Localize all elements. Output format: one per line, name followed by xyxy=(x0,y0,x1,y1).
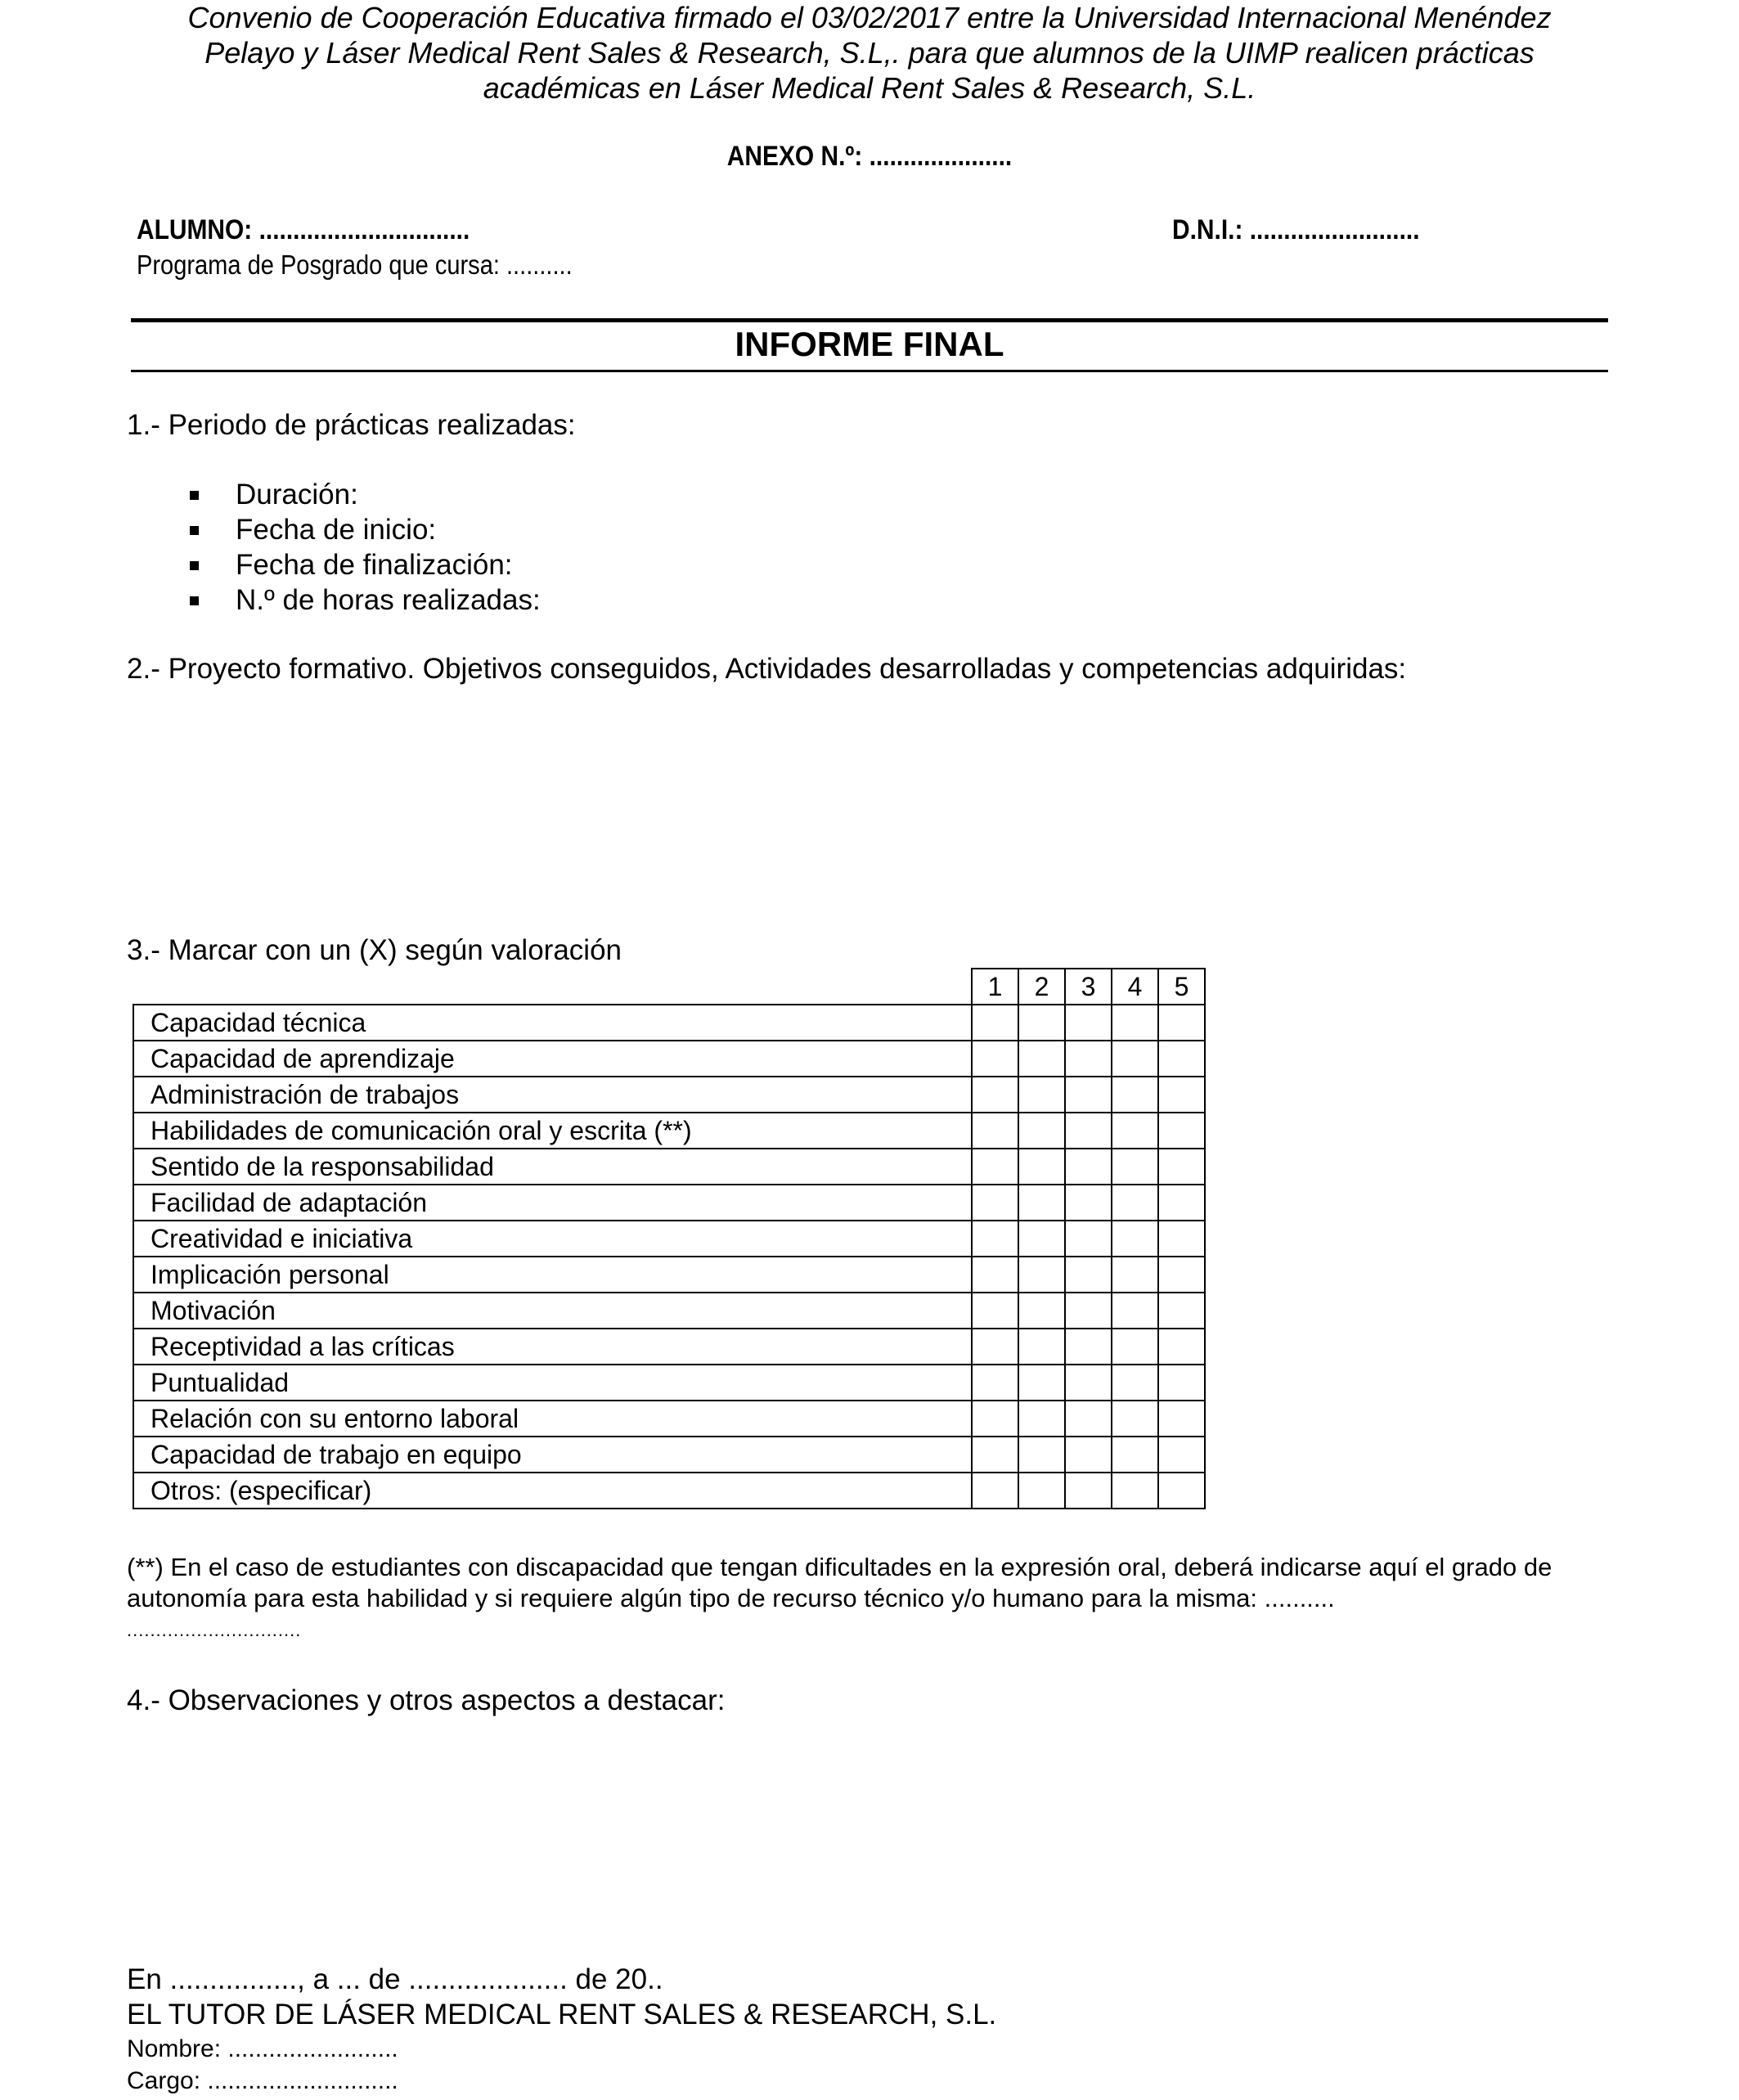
rating-cell-4[interactable] xyxy=(1112,1257,1158,1293)
rating-cell-1[interactable] xyxy=(972,1221,1018,1257)
table-row xyxy=(133,1401,1205,1437)
criterion-label: Facilidad de adaptación xyxy=(133,1185,972,1221)
rating-cell-3[interactable] xyxy=(1065,1401,1112,1437)
rating-cell-4[interactable] xyxy=(1112,1221,1158,1257)
table-row xyxy=(133,1437,1205,1473)
rating-cell-4[interactable] xyxy=(1112,1437,1158,1473)
rating-cell-1[interactable] xyxy=(972,1473,1018,1509)
rating-cell-3[interactable] xyxy=(1065,1473,1112,1509)
rating-cell-1[interactable] xyxy=(972,1365,1018,1401)
table-row xyxy=(133,1293,1205,1329)
scale-5: 5 xyxy=(1158,969,1205,1005)
rating-cell-5[interactable] xyxy=(1158,1473,1205,1509)
section-1-heading: 1.- Periodo de prácticas realizadas: xyxy=(127,409,576,441)
rating-cell-2[interactable] xyxy=(1018,1401,1065,1437)
accessibility-note: (**) En el caso de estudiantes con discapacidad que tengan dificultades en la expresión oral, deberá indicarse aquí el grado de autonomía para esta habilidad y si requiere algún tipo de recurso técnico y/o humano para la misma: .......... xyxy=(127,1553,1553,1612)
rating-cell-3[interactable] xyxy=(1065,1365,1112,1401)
criterion-label: Creatividad e iniciativa xyxy=(133,1221,972,1257)
rating-cell-2[interactable] xyxy=(1018,1293,1065,1329)
rating-cell-2[interactable] xyxy=(1018,1329,1065,1365)
table-row xyxy=(133,1041,1205,1077)
dni-field[interactable]: D.N.I.: ......................... xyxy=(1172,214,1420,245)
rating-cell-5[interactable] xyxy=(1158,1149,1205,1185)
rating-cell-1[interactable] xyxy=(972,1077,1018,1113)
title-top-rule xyxy=(131,318,1608,322)
rating-cell-3[interactable] xyxy=(1065,1437,1112,1473)
rating-cell-2[interactable] xyxy=(1018,1185,1065,1221)
table-row xyxy=(133,1221,1205,1257)
rating-cell-5[interactable] xyxy=(1158,1293,1205,1329)
rating-scale-row xyxy=(133,969,1205,1005)
title-bottom-rule xyxy=(131,370,1608,372)
place-date-line[interactable]: En ................, a ... de .................... de 20.. xyxy=(127,1963,663,1995)
rating-cell-5[interactable] xyxy=(1158,1437,1205,1473)
header-line-3: académicas en Láser Medical Rent Sales & Research, S.L. xyxy=(483,71,1256,105)
section-2-heading: 2.- Proyecto formativo. Objetivos conseguidos, Actividades desarrolladas y competencias adquiridas: xyxy=(127,653,1407,685)
anexo-number[interactable]: ANEXO N.º: ..................... xyxy=(726,141,1013,172)
rating-corner xyxy=(133,969,972,1005)
rating-cell-2[interactable] xyxy=(1018,1005,1065,1041)
criterion-label: Capacidad de aprendizaje xyxy=(133,1041,972,1077)
rating-cell-1[interactable] xyxy=(972,1257,1018,1293)
section-4-heading: 4.- Observaciones y otros aspectos a destacar: xyxy=(127,1684,726,1716)
rating-cell-4[interactable] xyxy=(1112,1113,1158,1149)
rating-cell-2[interactable] xyxy=(1018,1149,1065,1185)
rating-cell-4[interactable] xyxy=(1112,1329,1158,1365)
rating-cell-4[interactable] xyxy=(1112,1293,1158,1329)
rating-cell-2[interactable] xyxy=(1018,1041,1065,1077)
programa-field[interactable]: Programa de Posgrado que cursa: .......... xyxy=(137,250,573,280)
rating-cell-3[interactable] xyxy=(1065,1257,1112,1293)
rating-cell-5[interactable] xyxy=(1158,1185,1205,1221)
list-item[interactable]: Fecha de finalización: xyxy=(190,547,541,582)
nombre-field[interactable]: Nombre: ......................... xyxy=(127,2035,398,2062)
rating-cell-3[interactable] xyxy=(1065,1005,1112,1041)
criterion-label: Otros: (especificar) xyxy=(133,1473,972,1509)
rating-cell-3[interactable] xyxy=(1065,1185,1112,1221)
rating-cell-3[interactable] xyxy=(1065,1149,1112,1185)
rating-cell-5[interactable] xyxy=(1158,1401,1205,1437)
rating-cell-1[interactable] xyxy=(972,1437,1018,1473)
rating-cell-1[interactable] xyxy=(972,1293,1018,1329)
criterion-label: Habilidades de comunicación oral y escrita (**) xyxy=(133,1113,972,1149)
table-row xyxy=(133,1077,1205,1113)
rating-cell-3[interactable] xyxy=(1065,1041,1112,1077)
header-line-2: Pelayo y Láser Medical Rent Sales & Research, S.L,. para que alumnos de la UIMP realicen prácticas xyxy=(204,36,1535,70)
criterion-label: Capacidad de trabajo en equipo xyxy=(133,1437,972,1473)
rating-cell-2[interactable] xyxy=(1018,1077,1065,1113)
rating-cell-5[interactable] xyxy=(1158,1365,1205,1401)
note-dots-field[interactable]: .............................. xyxy=(127,1620,302,1640)
rating-cell-1[interactable] xyxy=(972,1185,1018,1221)
rating-cell-3[interactable] xyxy=(1065,1293,1112,1329)
rating-cell-5[interactable] xyxy=(1158,1041,1205,1077)
rating-cell-1[interactable] xyxy=(972,1113,1018,1149)
rating-cell-2[interactable] xyxy=(1018,1113,1065,1149)
rating-cell-2[interactable] xyxy=(1018,1365,1065,1401)
criterion-label: Motivación xyxy=(133,1293,972,1329)
rating-cell-3[interactable] xyxy=(1065,1113,1112,1149)
rating-cell-1[interactable] xyxy=(972,1149,1018,1185)
scale-4: 4 xyxy=(1112,969,1158,1005)
rating-cell-3[interactable] xyxy=(1065,1077,1112,1113)
rating-cell-4[interactable] xyxy=(1112,1185,1158,1221)
criterion-label: Administración de trabajos xyxy=(133,1077,972,1113)
table-row xyxy=(133,1005,1205,1041)
rating-cell-3[interactable] xyxy=(1065,1221,1112,1257)
rating-cell-2[interactable] xyxy=(1018,1221,1065,1257)
rating-cell-4[interactable] xyxy=(1112,1041,1158,1077)
tutor-label: EL TUTOR DE LÁSER MEDICAL RENT SALES & RESEARCH, S.L. xyxy=(127,1999,997,2030)
rating-cell-4[interactable] xyxy=(1112,1365,1158,1401)
rating-cell-4[interactable] xyxy=(1112,1149,1158,1185)
rating-table xyxy=(133,968,1206,1509)
criterion-label: Implicación personal xyxy=(133,1257,972,1293)
rating-cell-1[interactable] xyxy=(972,1005,1018,1041)
rating-rows xyxy=(133,1005,1205,1509)
table-row xyxy=(133,1185,1205,1221)
rating-cell-2[interactable] xyxy=(1018,1257,1065,1293)
rating-cell-2[interactable] xyxy=(1018,1473,1065,1509)
rating-cell-5[interactable] xyxy=(1158,1257,1205,1293)
table-row xyxy=(133,1365,1205,1401)
list-item[interactable]: Fecha de inicio: xyxy=(190,512,541,547)
table-row xyxy=(133,1257,1205,1293)
alumno-field[interactable]: ALUMNO: ............................... xyxy=(137,214,470,245)
page-title: INFORME FINAL xyxy=(735,325,1004,363)
section-3-heading: 3.- Marcar con un (X) según valoración xyxy=(127,934,622,966)
rating-cell-5[interactable] xyxy=(1158,1113,1205,1149)
rating-cell-4[interactable] xyxy=(1112,1473,1158,1509)
table-row xyxy=(133,1329,1205,1365)
table-row xyxy=(133,1473,1205,1509)
rating-cell-5[interactable] xyxy=(1158,1077,1205,1113)
list-item[interactable]: Duración: xyxy=(190,477,541,512)
rating-cell-1[interactable] xyxy=(972,1329,1018,1365)
list-item[interactable]: N.º de horas realizadas: xyxy=(190,582,541,618)
header-line-1: Convenio de Cooperación Educativa firmado el 03/02/2017 entre la Universidad Internacional Menéndez xyxy=(187,1,1552,34)
cargo-field[interactable]: Cargo: ............................ xyxy=(127,2067,398,2094)
rating-cell-2[interactable] xyxy=(1018,1437,1065,1473)
rating-cell-4[interactable] xyxy=(1112,1005,1158,1041)
rating-cell-1[interactable] xyxy=(972,1401,1018,1437)
rating-cell-3[interactable] xyxy=(1065,1329,1112,1365)
rating-cell-5[interactable] xyxy=(1158,1221,1205,1257)
table-row xyxy=(133,1149,1205,1185)
criterion-label: Receptividad a las críticas xyxy=(133,1329,972,1365)
rating-cell-5[interactable] xyxy=(1158,1005,1205,1041)
criterion-label: Relación con su entorno laboral xyxy=(133,1401,972,1437)
rating-cell-4[interactable] xyxy=(1112,1401,1158,1437)
scale-1: 1 xyxy=(972,969,1018,1005)
criterion-label: Puntualidad xyxy=(133,1365,972,1401)
scale-2: 2 xyxy=(1018,969,1065,1005)
rating-cell-5[interactable] xyxy=(1158,1329,1205,1365)
agreement-header xyxy=(131,0,1608,106)
rating-cell-4[interactable] xyxy=(1112,1077,1158,1113)
criterion-label: Sentido de la responsabilidad xyxy=(133,1149,972,1185)
period-list xyxy=(190,477,541,618)
table-row xyxy=(133,1113,1205,1149)
rating-cell-1[interactable] xyxy=(972,1041,1018,1077)
criterion-label: Capacidad técnica xyxy=(133,1005,972,1041)
scale-3: 3 xyxy=(1065,969,1112,1005)
